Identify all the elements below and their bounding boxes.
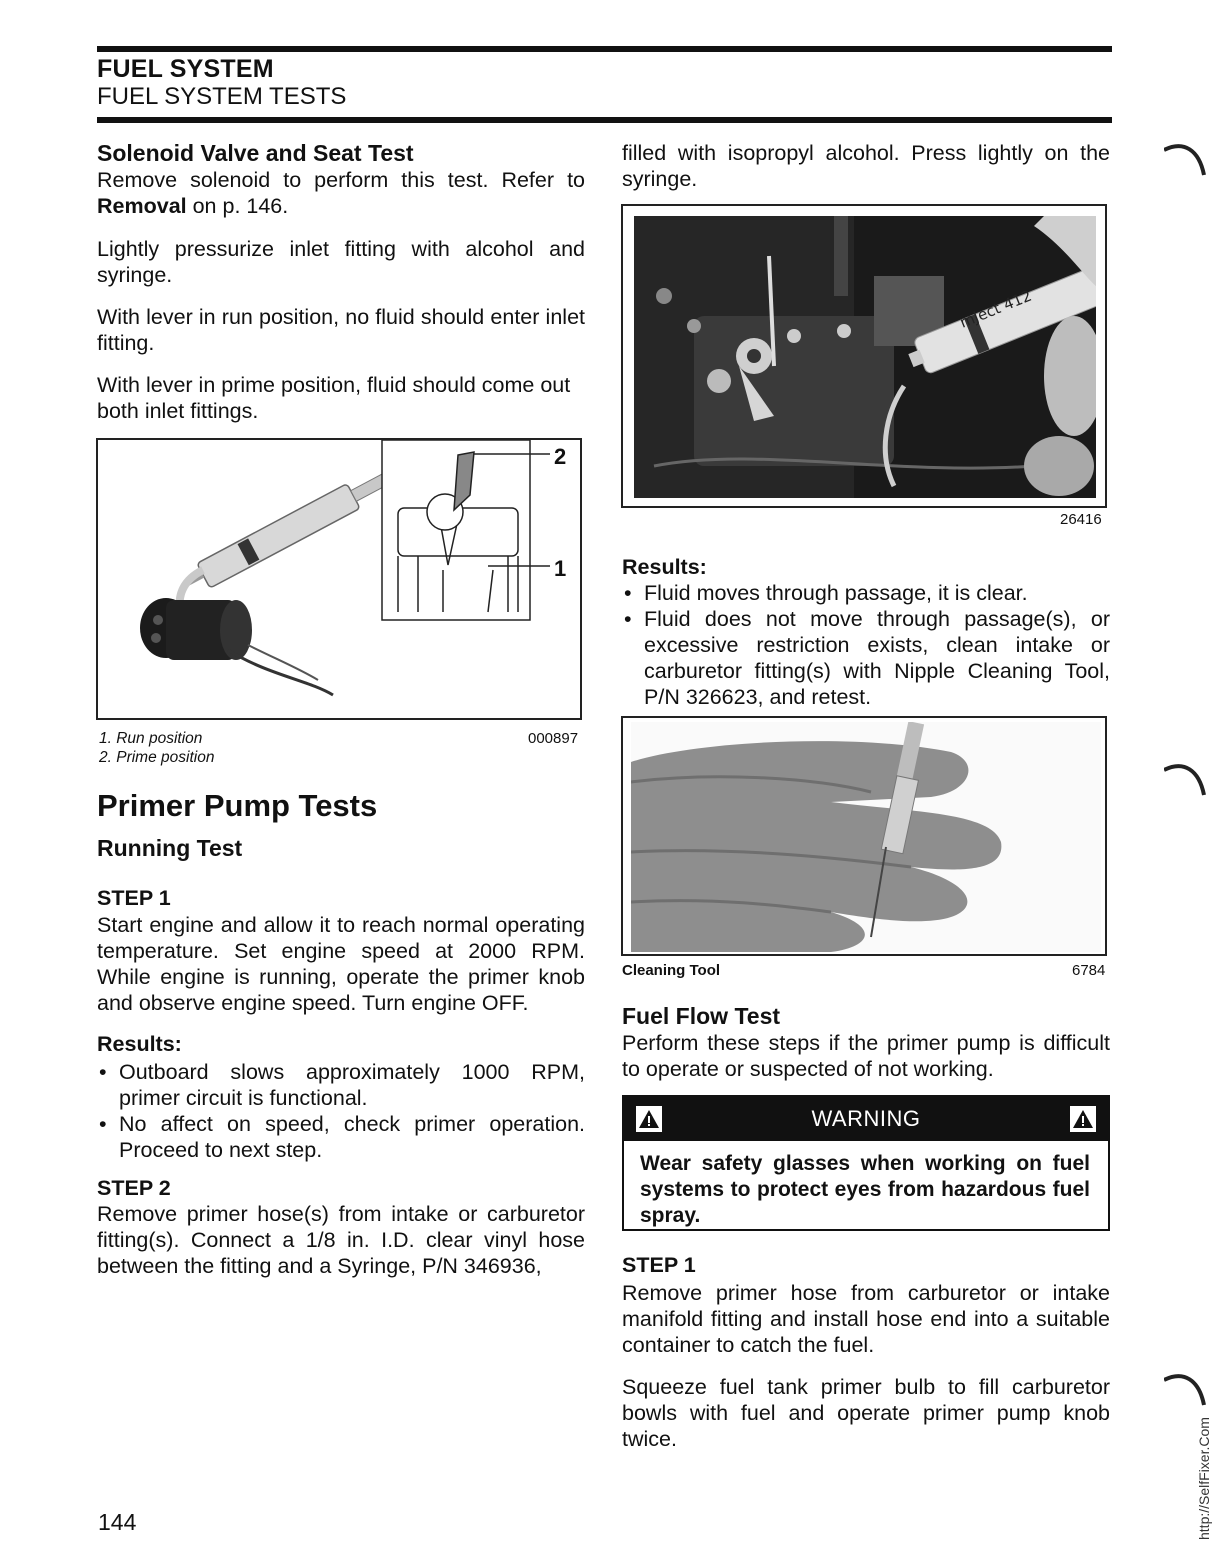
fuel-flow-heading: Fuel Flow Test <box>622 1003 781 1029</box>
solenoid-paragraph-3: With lever in run position, no fluid should enter inlet fitting. <box>97 305 585 355</box>
warning-title: WARNING <box>811 1106 921 1131</box>
solenoid-paragraph-4: With lever in prime position, fluid should come out both inlet fittings. <box>97 373 571 423</box>
step-2-text: Remove primer hose(s) from intake or carburetor fitting(s). Connect a 1/8 in. I.D. clear vinyl hose between the fitting and a Syringe, P/N 346936, <box>97 1202 585 1278</box>
fuel-flow-step-1-text-2: Squeeze fuel tank primer bulb to fill carburetor bowls with fuel and operate primer pump knob twice. <box>622 1375 1110 1451</box>
step-1-text: Start engine and allow it to reach normal operating temperature. Set engine speed at 2000 RPM. While engine is running, operate the primer knob and observe engine speed. Turn engine OFF. <box>97 913 585 1015</box>
solenoid-test-heading: Solenoid Valve and Seat Test <box>97 140 414 166</box>
list-item: • Fluid moves through passage, it is clear. <box>622 580 1110 606</box>
syringe-icon <box>175 462 401 600</box>
header-top-rule <box>97 46 1112 52</box>
results-list-right <box>622 580 1110 710</box>
warning-triangle-icon <box>636 1106 662 1132</box>
solenoid-paragraph-1 <box>97 167 585 219</box>
warning-triangle-icon <box>1070 1106 1096 1132</box>
fuel-flow-step-1-text: Remove primer hose from carburetor or intake manifold fitting and install hose end into a suitable container to catch the fuel. <box>622 1281 1110 1357</box>
syringe-photo <box>621 204 1107 508</box>
subsection-title: FUEL SYSTEM TESTS <box>97 83 347 110</box>
photo-1-number: 26416 <box>1060 511 1102 528</box>
carburetor-photo-illustration <box>634 216 1096 498</box>
running-test-heading: Running Test <box>97 835 243 861</box>
solenoid-figure <box>96 438 582 720</box>
header-bottom-rule <box>97 117 1112 123</box>
syringe-brand-label: mJect 412 <box>957 286 1035 332</box>
results-label-right: Results: <box>622 555 707 579</box>
list-item: • No affect on speed, check primer operation. Proceed to next step. <box>97 1111 585 1163</box>
callout-1: 1 <box>554 556 567 581</box>
cleaning-tool-photo <box>621 716 1107 956</box>
warning-header <box>624 1097 1108 1141</box>
results-label-left: Results: <box>97 1032 182 1056</box>
section-title: FUEL SYSTEM <box>97 55 274 83</box>
figure-legend-1: 1. Run position <box>99 730 203 747</box>
syringe-solenoid-illustration <box>98 440 580 718</box>
solenoid-p1-text: Remove solenoid to perform this test. Refer to <box>97 168 585 192</box>
photo-2-number: 6784 <box>1072 962 1106 979</box>
solenoid-icon <box>140 598 252 660</box>
step-1-label: STEP 1 <box>97 886 171 910</box>
page-edge-marks <box>1164 0 1224 1563</box>
cleaning-tool-illustration <box>631 722 1101 952</box>
fuel-flow-text: Perform these steps if the primer pump is difficult to operate or suspected of not working. <box>622 1031 1110 1081</box>
callout-2: 2 <box>554 444 567 469</box>
fuel-flow-step-1-label: STEP 1 <box>622 1253 696 1277</box>
solenoid-p1-tail: on p. 146. <box>186 194 289 218</box>
list-item: • Fluid does not move through passage(s), or excessive restriction exists, clean intake or carburetor fitting(s) with Nipple Cleaning Tool, P/N 326623, and retest. <box>622 606 1110 710</box>
step-2-label: STEP 2 <box>97 1176 171 1200</box>
results-list-left <box>97 1059 585 1163</box>
photo-2-caption: Cleaning Tool <box>622 962 721 979</box>
removal-link[interactable]: Removal <box>97 194 187 218</box>
figure-legend-2: 2. Prime position <box>99 749 215 766</box>
syringe-continuation-text: filled with isopropyl alcohol. Press lightly on the syringe. <box>622 141 1110 191</box>
figure-number: 000897 <box>528 730 579 747</box>
page-number: 144 <box>98 1509 137 1535</box>
primer-pump-heading: Primer Pump Tests <box>97 788 378 823</box>
solenoid-paragraph-2: Lightly pressurize inlet fitting with alcohol and syringe. <box>97 237 585 287</box>
list-item: • Outboard slows approximately 1000 RPM, primer circuit is functional. <box>97 1059 585 1111</box>
watermark-text: http://SelfFixer.Com <box>1196 1417 1212 1540</box>
warning-text: Wear safety glasses when working on fuel systems to protect eyes from hazardous fuel spray. <box>640 1152 1090 1227</box>
warning-box <box>622 1095 1110 1231</box>
